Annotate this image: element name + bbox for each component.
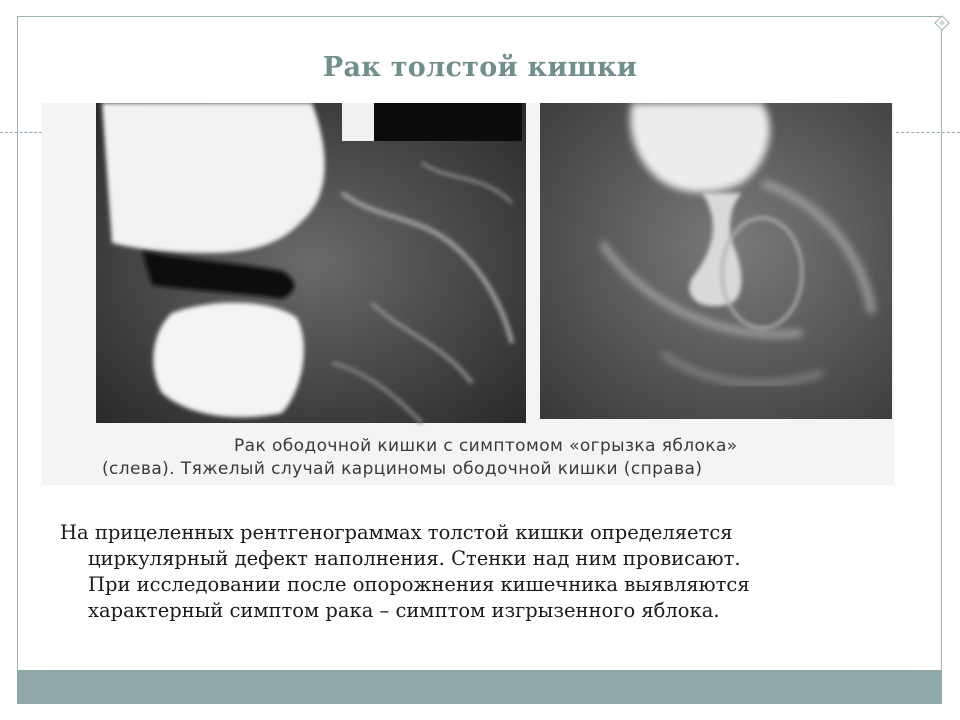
slide-title: Рак толстой кишки — [322, 52, 638, 83]
divider-right — [896, 132, 960, 133]
caption-line-2: (слева). Тяжелый случай карциномы ободочной кишки (справа) — [102, 459, 703, 479]
body-line: На прицеленных рентгенограммах толстой кишки определяется — [60, 521, 733, 544]
xray-figure — [42, 103, 894, 485]
footer-bar — [17, 670, 942, 704]
body-line: При исследовании после опорожнения кишечника выявляются — [88, 573, 750, 596]
caption-line-1: Рак ободочной кишки с симптомом «огрызка яблока» — [234, 436, 738, 456]
xray-left-panel — [96, 103, 526, 423]
figure-caption — [102, 435, 894, 481]
slide-body-text — [60, 520, 910, 624]
body-line: характерный симптом рака – симптом изгрызенного яблока. — [88, 599, 720, 622]
xray-images — [42, 103, 894, 485]
body-line: циркулярный дефект наполнения. Стенки над ним провисают. — [88, 547, 741, 570]
xray-right-panel — [540, 103, 892, 419]
slide-corner-decoration-icon — [933, 14, 951, 32]
divider-left — [0, 132, 42, 133]
